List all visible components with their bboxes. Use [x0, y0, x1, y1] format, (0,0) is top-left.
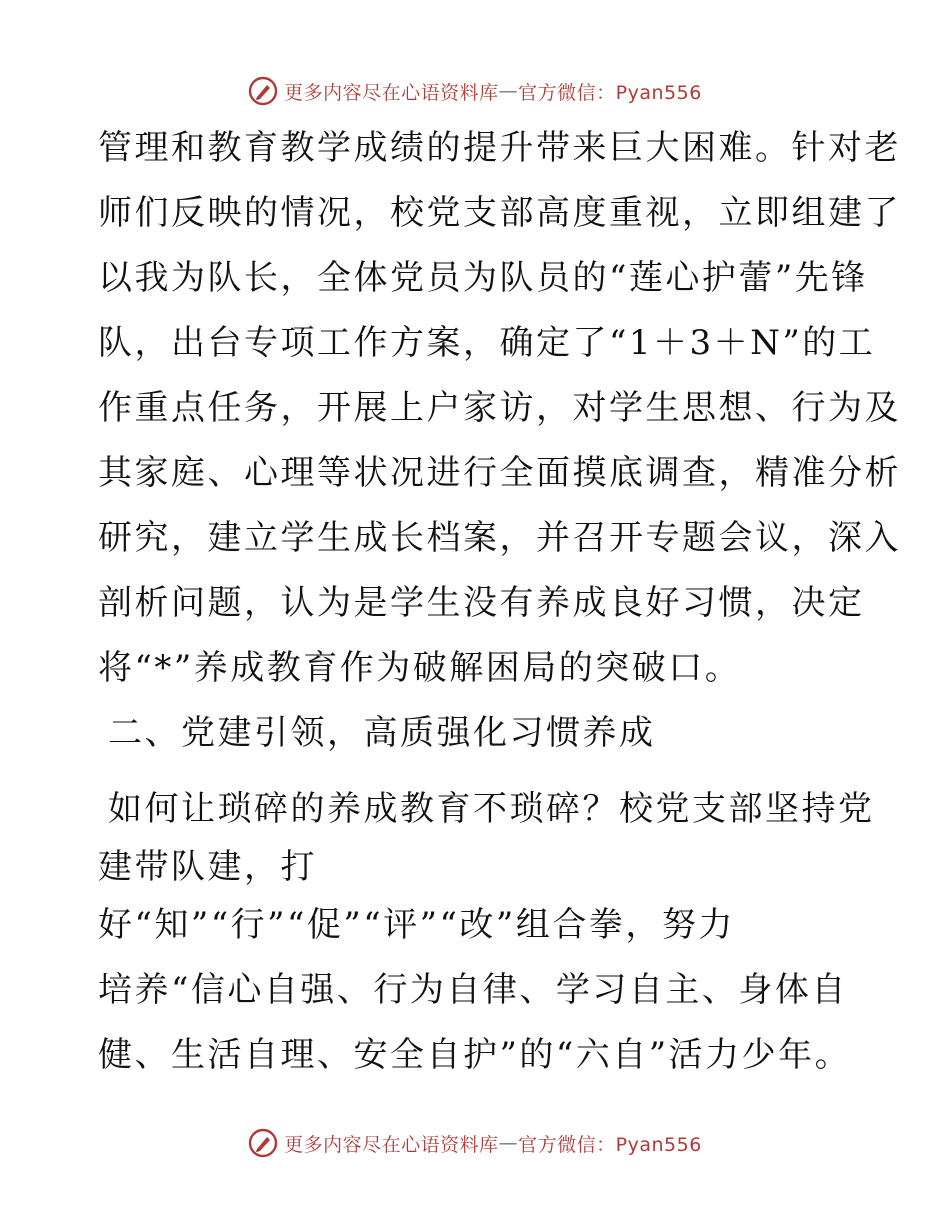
section-heading: 二、党建引领，高质强化习惯养成: [108, 713, 656, 753]
text-line: 建带队建，打: [98, 847, 317, 887]
text-line: 剖析问题，认为是学生没有养成良好习惯，决定: [98, 583, 865, 623]
watermark-brand: 更多内容尽在心语资料库: [284, 81, 499, 104]
watermark-separator: —: [498, 1132, 519, 1154]
watermark-separator: —: [498, 80, 519, 102]
text-line: 如何让琐碎的养成教育不琐碎？校党支部坚持党: [108, 789, 875, 829]
text-line: 健、生活自理、安全自护”的“六自”活力少年。: [98, 1035, 852, 1075]
text-line: 将“*”养成教育作为破解困局的突破口。: [98, 648, 742, 688]
watermark-brand: 更多内容尽在心语资料库: [284, 1133, 499, 1156]
header-watermark: [0, 76, 950, 106]
text-line: 以我为队长，全体党员为队员的“莲心护蕾”先锋: [98, 258, 868, 298]
text-line: 队，出台专项工作方案，确定了“1＋3＋N”的工: [98, 323, 876, 363]
text-line: 培养“信心自强、行为自律、学习自主、身体自: [98, 970, 848, 1010]
text-line: 管理和教育教学成绩的提升带来巨大困难。针对老: [98, 128, 901, 168]
watermark-wechat: 官方微信：Pyan556: [518, 1133, 702, 1156]
pen-logo-icon: [248, 1128, 278, 1158]
text-line: 研究，建立学生成长档案，并召开专题会议，深入: [98, 518, 901, 558]
paragraph-2: [98, 785, 875, 1079]
text-line: 作重点任务，开展上户家访，对学生思想、行为及: [98, 388, 901, 428]
text-line: 其家庭、心理等状况进行全面摸底调查，精准分析: [98, 453, 901, 493]
paragraph-1: [98, 124, 901, 692]
text-line: 师们反映的情况，校党支部高度重视，立即组建了: [98, 193, 901, 233]
text-line: 好“知”“行”“促”“评”“改”组合拳，努力: [98, 905, 735, 945]
pen-logo-icon: [248, 76, 278, 106]
footer-watermark: [0, 1128, 950, 1158]
watermark-wechat: 官方微信：Pyan556: [518, 81, 702, 104]
document-body: [98, 124, 901, 1096]
